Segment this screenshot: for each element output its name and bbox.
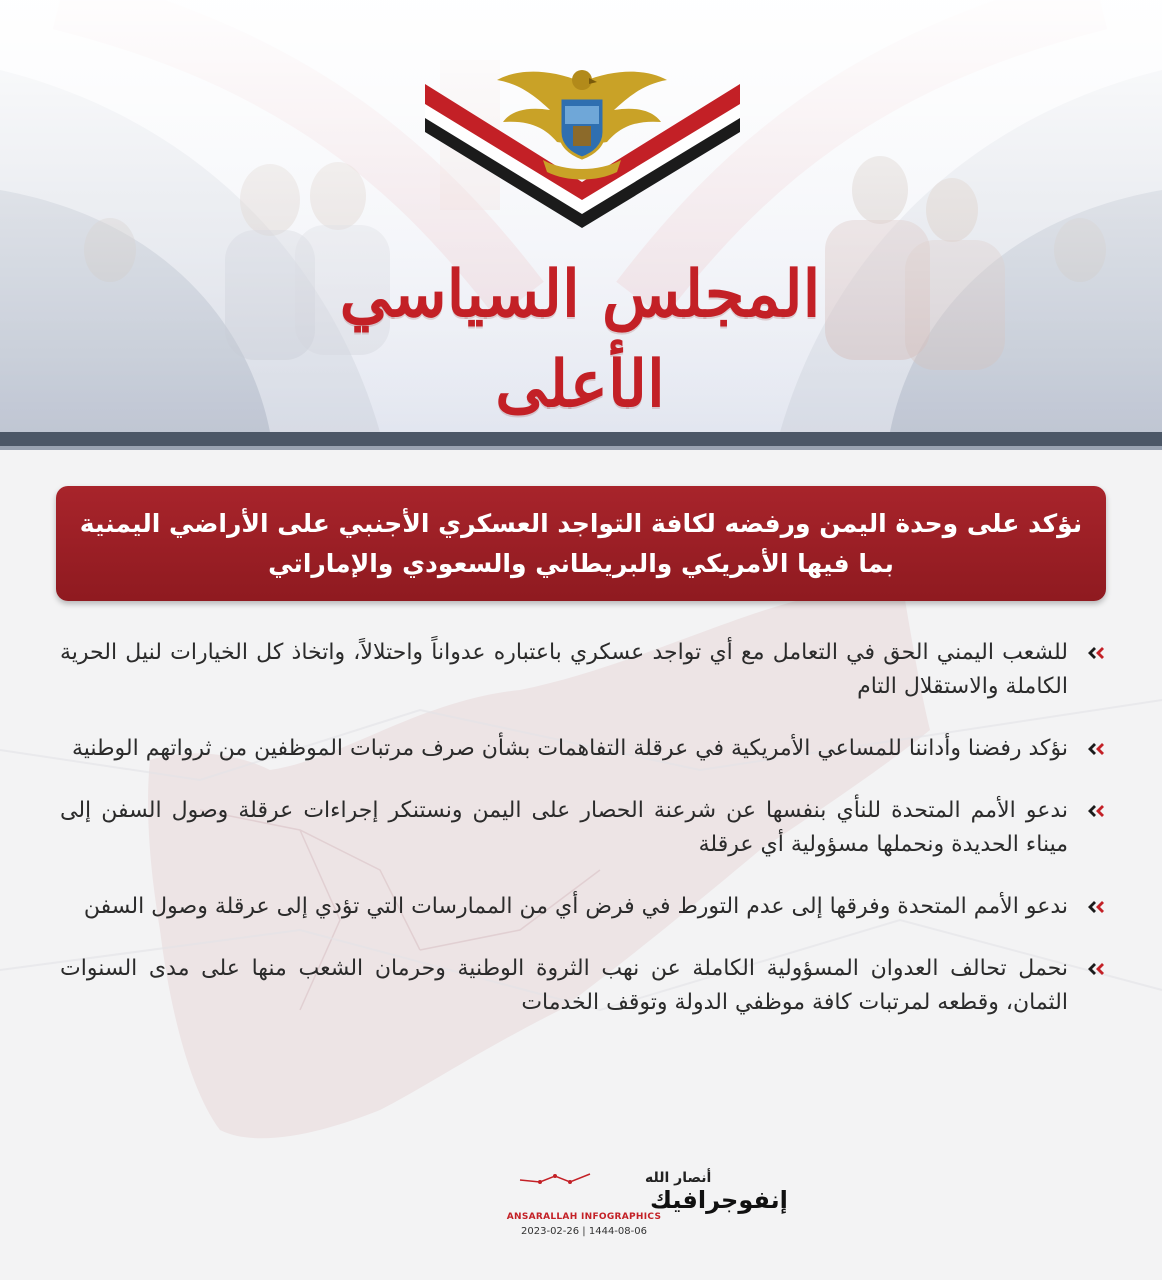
logo-english-text: ANSARALLAH INFOGRAPHICS: [506, 1212, 662, 1222]
list-item: [60, 794, 1106, 862]
list-item: [60, 732, 1106, 766]
chevron-left-icon: [1086, 962, 1106, 976]
eagle-emblem: [405, 62, 760, 232]
list-item: [60, 952, 1106, 1020]
headline-banner: [56, 486, 1106, 601]
points-list: [60, 636, 1106, 1048]
chevron-left-icon: [1086, 742, 1106, 756]
council-title: المجلس السياسي الأعلى: [339, 257, 821, 422]
point-text: للشعب اليمني الحق في التعامل مع أي تواجد عسكري باعتباره عدواناً واحتلالاً، واتخاذ كل الخيارات لنيل الحرية الكاملة والاستقلال التام: [60, 640, 1068, 699]
header-divider: [0, 432, 1162, 446]
logo-main-text: إنفوجرافيك: [650, 1186, 788, 1214]
point-text: ندعو الأمم المتحدة وفرقها إلى عدم التورط في فرض أي من الممارسات التي تؤدي إلى عرقلة وصول السفن: [83, 894, 1068, 919]
list-item: [60, 636, 1106, 704]
logo-top-text: أنصار الله: [645, 1170, 712, 1186]
point-text: نؤكد رفضنا وأداننا للمساعي الأمريكية في عرقلة التفاهمات بشأن صرف مرتبات الموظفين من ثرواتهم الوطنية: [71, 736, 1068, 761]
list-item: [60, 890, 1106, 924]
headline-text: نؤكد على وحدة اليمن ورفضه لكافة التواجد العسكري الأجنبي على الأراضي اليمنية بما فيها الأمريكي والبريطاني والسعودي والإماراتي: [79, 508, 1083, 578]
infographics-logo: [500, 1160, 788, 1220]
header-banner: [0, 0, 1162, 432]
chevron-left-icon: [1086, 804, 1106, 818]
point-text: ندعو الأمم المتحدة للنأي بنفسها عن شرعنة الحصار على اليمن ونستنكر إجراءات عرقلة وصول السفن إلى ميناء الحديدة ونحملها مسؤولية أي عرقلة: [60, 798, 1068, 857]
chevron-left-icon: [1086, 900, 1106, 914]
point-text: نحمل تحالف العدوان المسؤولية الكاملة عن نهب الثروة الوطنية وحرمان الشعب منها على مدى السنوات الثمان، وقطعه لمرتبات كافة موظفي الدولة وتوقف الخدمات: [60, 956, 1068, 1015]
publish-date: 2023-02-26 | 1444-08-06: [521, 1226, 647, 1237]
chevron-left-icon: [1086, 646, 1106, 660]
